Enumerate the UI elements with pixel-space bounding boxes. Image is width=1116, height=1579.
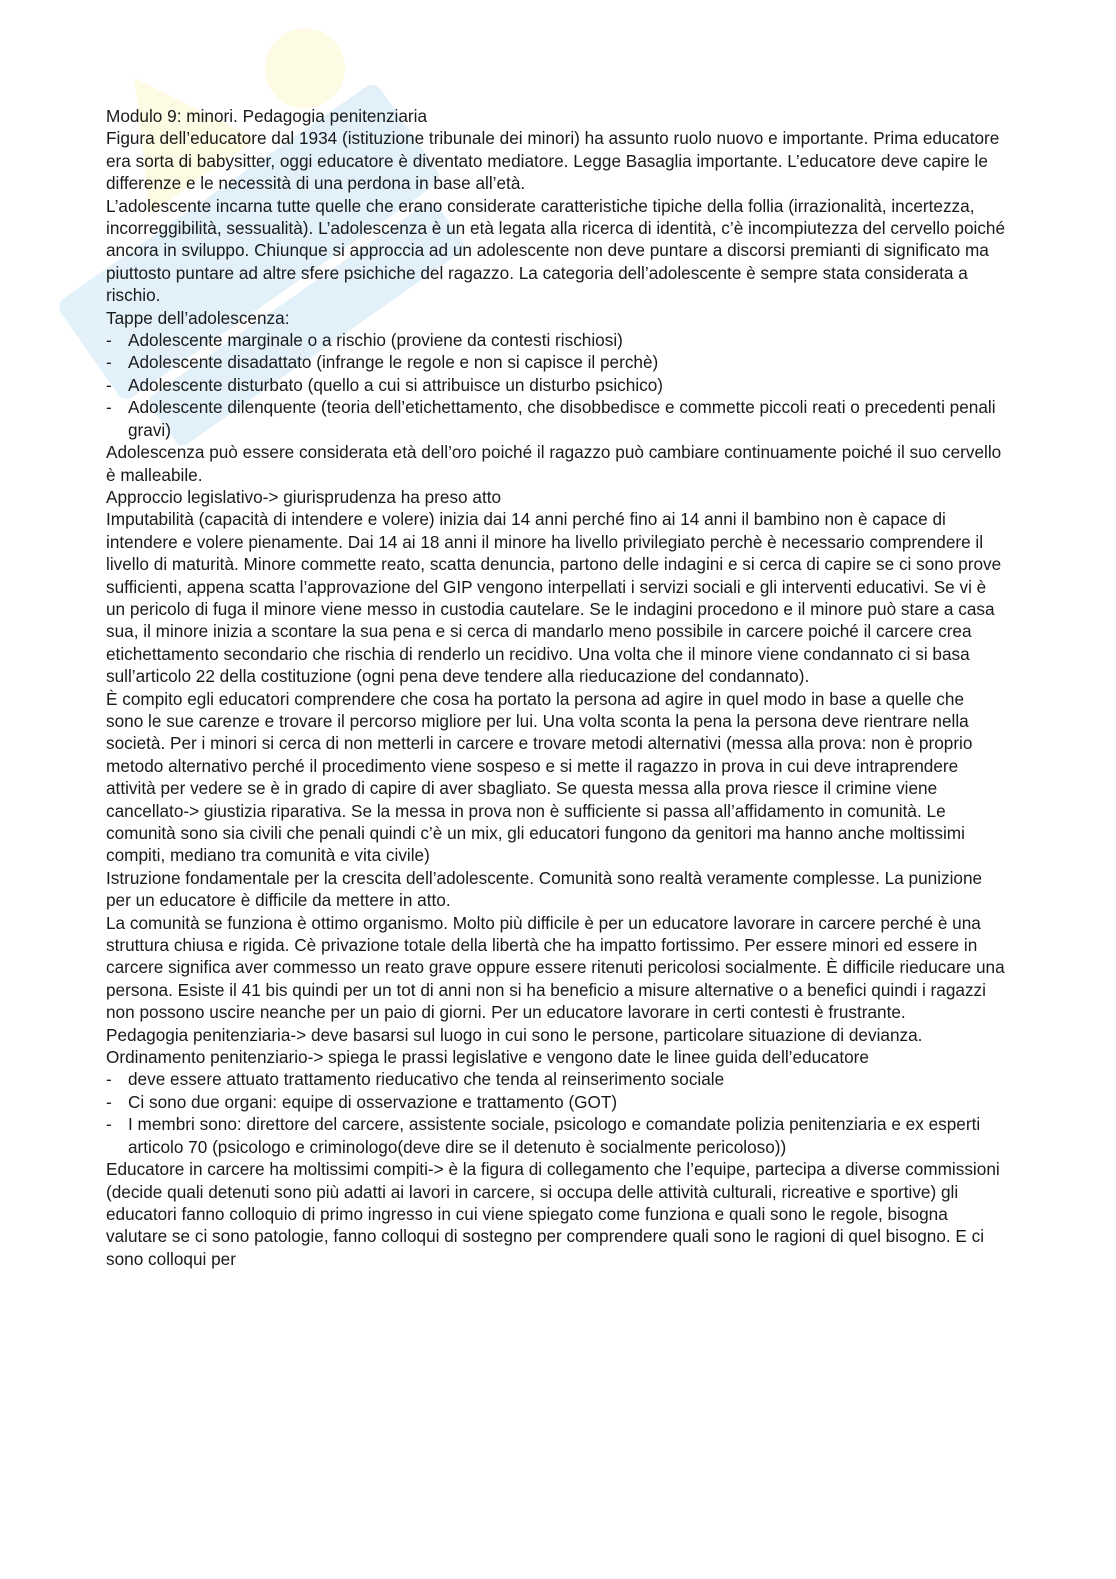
list-item: - Adolescente disturbato (quello a cui si attribuisce un disturbo psichico) <box>106 374 1006 396</box>
document-body <box>106 105 1006 1270</box>
list-item: - Adolescente dilenquente (teoria dell’etichettamento, che disobbedisce e commette piccoli reati o precedenti penali gravi) <box>106 396 1006 441</box>
list-item: - Adolescente marginale o a rischio (proviene da contesti rischiosi) <box>106 329 1006 351</box>
paragraph: Adolescenza può essere considerata età dell’oro poiché il ragazzo può cambiare continuamente poiché il suo cervello è malleabile. <box>106 442 1002 485</box>
paragraph: Educatore in carcere ha moltissimi compiti-> è la figura di collegamento che l’equipe, partecipa a diverse commissioni (decide quali detenuti sono più adatti ai lavori in carcere, si occupa delle attività culturali, ricreative e sportive) gli educatori fanno colloquio di primo ingresso in cui viene spiegato come funziona e quali sono le regole, bisogna valutare se ci sono patologie, fanno colloqui di sostegno per comprendere quali sono le ragioni di quel bisogno. E ci sono colloqui per <box>106 1159 1000 1269</box>
list-item: - I membri sono: direttore del carcere, assistente sociale, psicologo e comandate polizia penitenziaria e ex esperti articolo 70 (psicologo e criminologo(deve dire se il detenuto è socialmente pericoloso)) <box>106 1113 1006 1158</box>
paragraph: Pedagogia penitenziaria-> deve basarsi sul luogo in cui sono le persone, particolare situazione di devianza. <box>106 1024 923 1045</box>
paragraph: Figura dell’educatore dal 1934 (istituzione tribunale dei minori) ha assunto ruolo nuovo e importante. Prima educatore era sorta di babysitter, oggi educatore è diventato mediatore. Legge Basaglia importante. L’educatore deve capire le differenze e le necessità di una perdona in base all’età. <box>106 128 1000 194</box>
paragraph: Approccio legislativo-> giurisprudenza ha preso atto <box>106 486 502 507</box>
list-item: - Adolescente disadattato (infrange le regole e non si capisce il perchè) <box>106 351 1006 373</box>
paragraph: L’adolescente incarna tutte quelle che erano considerate caratteristiche tipiche della follia (irrazionalità, incertezza, incorreggibilità, sessualità). L’adolescenza è un età legata alla ricerca di identità, c’è incompiutezza del cervello poiché ancora in sviluppo. Chiunque si approccia ad un adolescente non deve puntare a discorsi premianti di significato ma piuttosto puntare ad altre sfere psichiche del ragazzo. La categoria dell’adolescente è sempre stata considerata a rischio. <box>106 195 1006 306</box>
paragraph: È compito egli educatori comprendere che cosa ha portato la persona ad agire in quel modo in base a quelle che sono le sue carenze e trovare il percorso migliore per lui. Una volta sconta la pena la persona deve rientrare nella società. Per i minori si cerca di non metterli in carcere e trovare metodi alternativi (messa alla prova: non è proprio metodo alternativo perché il procedimento viene sospeso e si mette il ragazzo in prova in cui deve intraprendere attività per vedere se è in grado di capire di aver sbagliato. Se questa messa alla prova riesce il crimine viene cancellato-> giustizia riparativa. Se la messa in prova non è sufficiente si passa all’affidamento in comunità. Le comunità sono sia civili che penali quindi c’è un mix, gli educatori fungono da genitori ma hanno anche moltissimi compiti, mediano tra comunità e vita civile) <box>106 688 973 866</box>
paragraph: Ordinamento penitenziario-> spiega le prassi legislative e vengono date le linee guida dell’educatore <box>106 1047 869 1068</box>
bullet-list <box>106 1068 1006 1158</box>
paragraph: La comunità se funziona è ottimo organismo. Molto più difficile è per un educatore lavorare in carcere perché è una struttura chiusa e rigida. Cè privazione totale della libertà che ha impatto fortissimo. Per essere minori ed essere in carcere significa aver commesso un reato grave oppure essere ritenuti pericolosi socialmente. È difficile rieducare una persona. Esiste il 41 bis quindi per un tot di anni non si ha beneficio a misure alternative o a benefici quindi i ragazzi non possono uscire neanche per un paio di giorni. Per un educatore lavorare in certi contesti è frustrante. <box>106 912 1005 1023</box>
section-heading: Tappe dell’adolescenza: <box>106 307 290 328</box>
document-title: Modulo 9: minori. Pedagogia penitenziaria <box>106 106 428 126</box>
paragraph: Istruzione fondamentale per la crescita dell’adolescente. Comunità sono realtà veramente complesse. La punizione per un educatore è difficile da mettere in atto. <box>106 867 983 911</box>
bullet-list <box>106 329 1006 441</box>
list-item: - deve essere attuato trattamento rieducativo che tenda al reinserimento sociale <box>106 1068 1006 1090</box>
paragraph: Imputabilità (capacità di intendere e volere) inizia dai 14 anni perché fino ai 14 anni il bambino non è capace di intendere e volere pienamente. Dai 14 ai 18 anni il minore ha livello privilegiato perchè è necessario comprendere il livello di maturità. Minore commette reato, scatta denuncia, partono delle indagini e si cerca di capire se ci sono prove sufficienti, appena scatta l’approvazione del GIP vengono interpellati i servizi sociali e gli interventi educativi. Se vi è un pericolo di fuga il minore viene messo in custodia cautelare. Se le indagini procedono e il minore può stare a casa sua, il minore inizia a scontare la sua pena e si cerca di mandarlo meno possibile in carcere poiché il carcere crea etichettamento secondario che rischia di renderlo un recidivo. Una volta che il minore viene condannato ci si basa sull’articolo 22 della costituzione (ogni pena deve tendere alla rieducazione del condannato). <box>106 509 1002 687</box>
list-item: - Ci sono due organi: equipe di osservazione e trattamento (GOT) <box>106 1091 1006 1113</box>
